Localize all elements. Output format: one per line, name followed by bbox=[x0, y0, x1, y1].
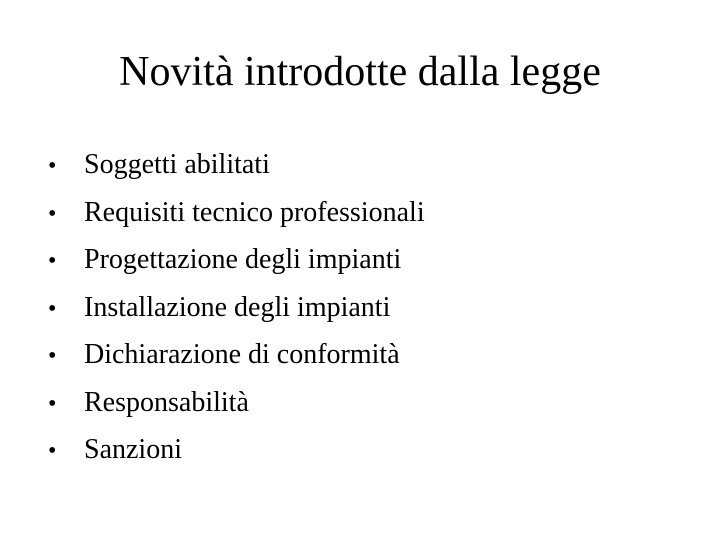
bullet-icon: • bbox=[48, 343, 57, 369]
list-item-text: Sanzioni bbox=[84, 434, 182, 465]
bullet-icon: • bbox=[48, 438, 57, 464]
list-item bbox=[48, 331, 425, 379]
slide-title: Novità introdotte dalla legge bbox=[119, 49, 601, 95]
list-item bbox=[48, 236, 425, 284]
list-item bbox=[48, 379, 425, 427]
list-item-text: Dichiarazione di conformità bbox=[84, 339, 400, 370]
list-item-text: Soggetti abilitati bbox=[84, 149, 270, 180]
list-item-text: Requisiti tecnico professionali bbox=[84, 196, 425, 228]
list-item-text: Installazione degli impianti bbox=[84, 291, 391, 323]
bullet-icon: • bbox=[48, 200, 57, 227]
list-item bbox=[48, 284, 425, 332]
bullet-icon: • bbox=[48, 248, 57, 274]
bullet-icon: • bbox=[48, 153, 57, 179]
bullet-icon: • bbox=[48, 390, 57, 417]
list-item bbox=[48, 141, 425, 189]
list-item-text: Progettazione degli impianti bbox=[84, 244, 402, 275]
bullet-list bbox=[48, 141, 425, 474]
list-item bbox=[48, 189, 425, 237]
list-item-text: Responsabilità bbox=[84, 386, 249, 418]
list-item bbox=[48, 426, 425, 474]
bullet-icon: • bbox=[48, 295, 57, 322]
